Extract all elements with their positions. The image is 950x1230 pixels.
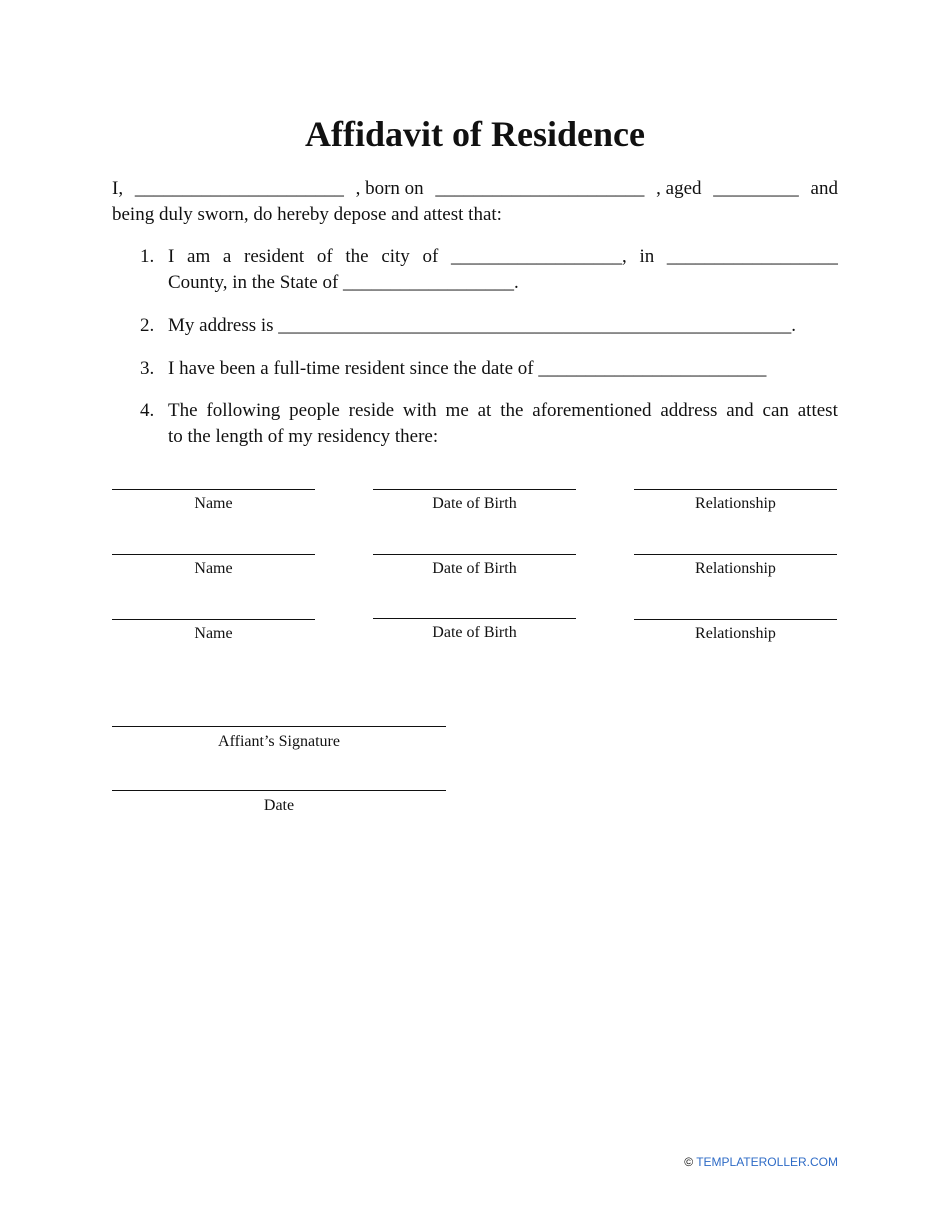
dob-label: Date of Birth [432,624,517,641]
dob-line[interactable] [373,554,576,555]
word: aforementioned [532,400,652,421]
relationship-label: Relationship [695,625,776,642]
word: city [381,246,410,267]
intro-line-2: being duly sworn, do hereby depose and attest that: [112,204,502,225]
blank-affiant-dob: ______________________ [435,178,645,199]
list-number: 1. [140,246,155,267]
word: attest [797,400,838,421]
date-line[interactable] [112,790,446,791]
word: and [726,400,754,421]
item-4-line-1 [168,398,838,424]
intro-text-aged: , aged [656,178,702,199]
word: people [289,400,340,421]
word: me [445,400,469,421]
word: at [477,400,492,421]
templateroller-link[interactable]: TEMPLATEROLLER.COM [696,1155,838,1169]
blank-affiant-name: ______________________ [134,178,344,199]
relationship-label: Relationship [695,495,776,512]
name-line[interactable] [112,489,315,490]
blank-county: __________________ [666,246,838,267]
blank-city: __________________, [451,246,627,267]
word: The [168,400,198,421]
dob-line[interactable] [373,618,576,619]
list-number: 4. [140,400,155,421]
word: following [206,400,281,421]
word: in [639,246,655,267]
intro-text-and: and [810,178,838,199]
word: I [168,246,175,267]
word: address [660,400,718,421]
item-1-line-1 [168,244,838,270]
dob-label: Date of Birth [432,495,517,512]
list-number: 2. [140,315,155,336]
name-line[interactable] [112,554,315,555]
intro-line-1 [112,176,838,202]
relationship-line[interactable] [634,554,837,555]
document-title: Affidavit of Residence [305,114,645,154]
relationship-line[interactable] [634,619,837,620]
word: the [345,246,369,267]
word: am [187,246,211,267]
intro-text-i: I, [112,178,124,199]
name-label: Name [194,495,233,512]
intro-paragraph [112,176,838,228]
footer-credit [684,1154,838,1170]
name-line[interactable] [112,619,315,620]
list-number: 3. [140,358,155,379]
intro-text-born-on: , born on [355,178,424,199]
affiant-signature-line[interactable] [112,726,446,727]
item-1-line-2: County, in the State of __________________. [168,272,519,293]
name-label: Name [194,625,233,642]
word: resident [244,246,305,267]
relationship-line[interactable] [634,489,837,490]
blank-affiant-age: _________ [713,178,799,199]
affiant-signature-label: Affiant’s Signature [218,733,340,750]
word: can [762,400,789,421]
dob-label: Date of Birth [432,560,517,577]
word: with [402,400,437,421]
word: of [316,246,333,267]
item-2-text: My address is ______________________________________________________. [168,315,797,336]
relationship-label: Relationship [695,560,776,577]
word: the [500,400,524,421]
word: of [422,246,439,267]
word: a [222,246,232,267]
copyright-symbol: © [684,1155,694,1169]
word: reside [348,400,395,421]
item-3-text: I have been a full-time resident since the date of ________________________ [168,358,767,379]
name-label: Name [194,560,233,577]
date-label: Date [263,797,295,814]
item-4-line-2: to the length of my residency there: [168,426,439,447]
dob-line[interactable] [373,489,576,490]
